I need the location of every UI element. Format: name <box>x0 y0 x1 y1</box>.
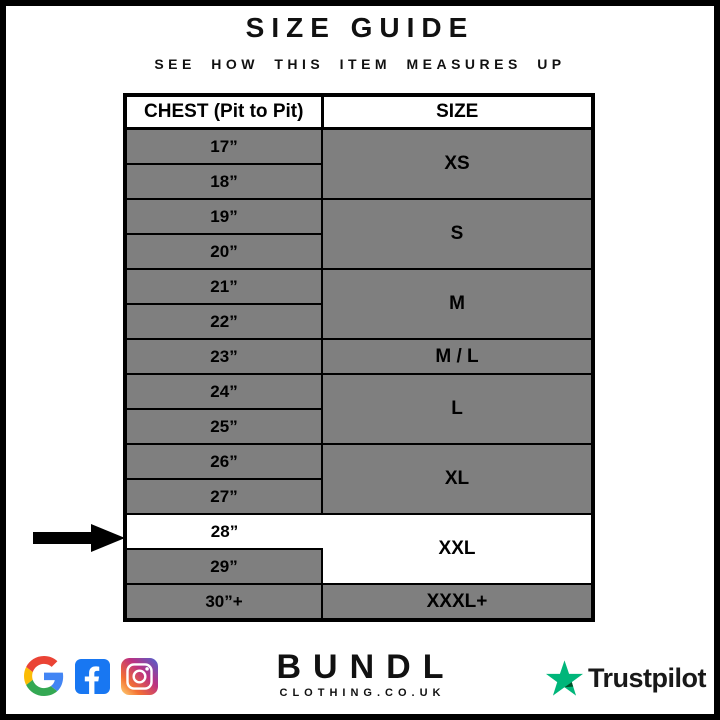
chest-column-header: CHEST (Pit to Pit) <box>125 95 322 129</box>
table-header-row <box>125 95 593 129</box>
size-cell: M / L <box>322 339 593 374</box>
chest-cell: 22” <box>125 304 322 339</box>
chest-cell: 17” <box>125 129 322 165</box>
chest-cell: 19” <box>125 199 322 234</box>
size-cell: XXXL+ <box>322 584 593 620</box>
size-cell: XXL <box>322 514 593 584</box>
highlight-arrow-icon <box>33 523 125 553</box>
size-cell: XS <box>322 129 593 200</box>
trustpilot-label: Trustpilot <box>588 662 706 693</box>
size-cell: M <box>322 269 593 339</box>
size-table-body <box>125 129 593 621</box>
table-row <box>125 339 593 374</box>
table-row <box>125 129 593 165</box>
chest-cell: 18” <box>125 164 322 199</box>
trustpilot-star-icon <box>546 660 583 696</box>
table-row <box>125 199 593 234</box>
chest-cell: 27” <box>125 479 322 514</box>
chest-cell: 24” <box>125 374 322 409</box>
chest-cell: 28” <box>125 514 322 549</box>
chest-cell: 30”+ <box>125 584 322 620</box>
size-cell: L <box>322 374 593 444</box>
chest-cell: 21” <box>125 269 322 304</box>
size-cell: S <box>322 199 593 269</box>
size-column-header: SIZE <box>322 95 593 129</box>
table-row <box>125 584 593 620</box>
chest-cell: 25” <box>125 409 322 444</box>
brand-tagline: CLOTHING.CO.UK <box>279 687 446 699</box>
table-row <box>125 374 593 409</box>
table-row <box>125 514 593 549</box>
chest-cell: 23” <box>125 339 322 374</box>
size-table <box>123 93 595 622</box>
table-row <box>125 269 593 304</box>
page-subtitle: SEE HOW THIS ITEM MEASURES UP <box>154 56 566 72</box>
chest-cell: 20” <box>125 234 322 269</box>
chest-cell: 29” <box>125 549 322 584</box>
page-title: SIZE GUIDE <box>245 12 475 43</box>
trustpilot-logo[interactable] <box>546 660 706 696</box>
size-cell: XL <box>322 444 593 514</box>
table-row <box>125 444 593 479</box>
chest-cell: 26” <box>125 444 322 479</box>
brand-name: BUNDL <box>276 648 456 686</box>
